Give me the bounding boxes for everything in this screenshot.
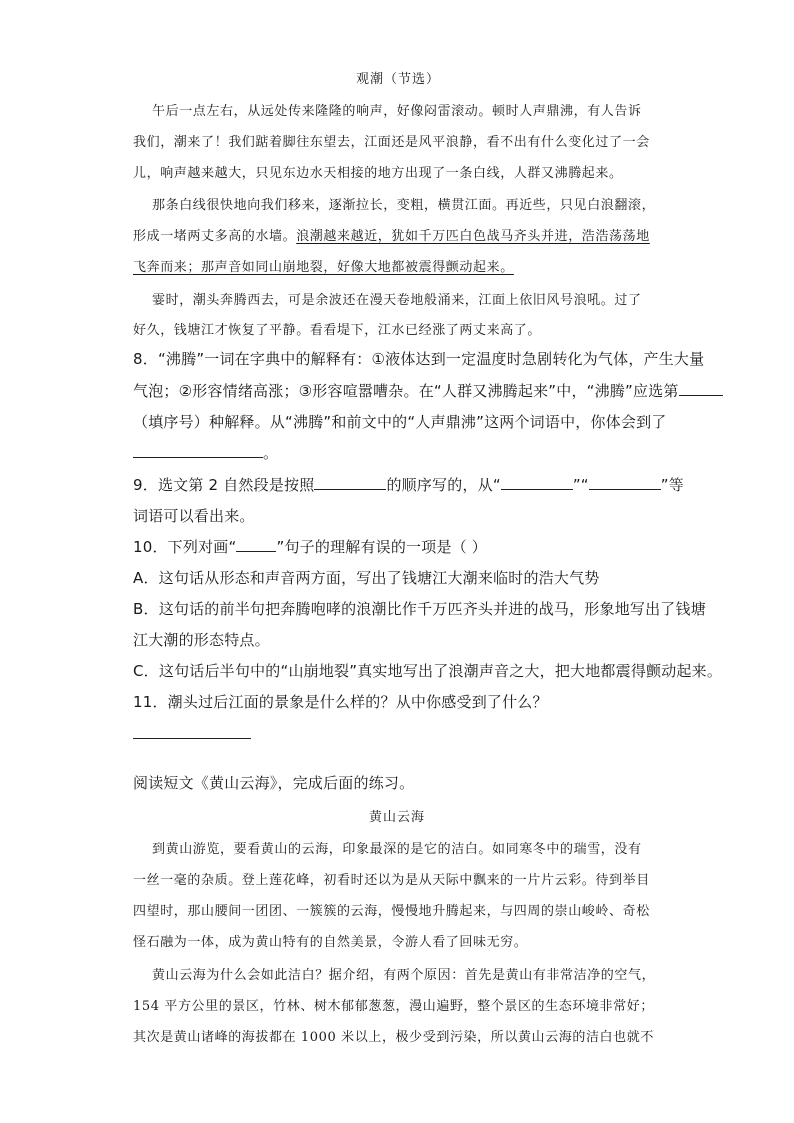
question-9-line: [133, 474, 684, 495]
answer-blank[interactable]: [314, 475, 386, 490]
passage-line: [133, 225, 650, 244]
answer-blank[interactable]: [501, 475, 573, 490]
reading-instruction: 阅读短文《黄山云海》，完成后面的练习。: [133, 774, 415, 792]
underline-marker: [236, 537, 276, 552]
answer-blank[interactable]: [133, 443, 263, 458]
question-8-line: （填序号）种解释。从“沸腾”和前文中的“人声鼎沸”这两个词语中，你体会到了: [133, 413, 667, 431]
passage-line: 怪石融为一体，成为黄山特有的自然美景，令游人看了回味无穷。: [133, 935, 528, 950]
option-b[interactable]: B．这句话的前半句把奔腾咆哮的浪潮比作千万匹齐头并进的战马，形象地写出了钱塘: [133, 600, 706, 618]
passage-line: 到黄山游览，要看黄山的云海，印象最深的是它的洁白。如同寒冬中的瑞雪，没有: [152, 842, 642, 857]
answer-blank[interactable]: [679, 381, 723, 396]
passage-line: 我们，潮来了！我们踮着脚往东望去，江面还是风平浪静，看不出有什么变化过了一会: [133, 135, 650, 150]
question-11: 11．潮头过后江面的景象是什么样的？从中你感受到了什么？: [133, 693, 548, 711]
option-b-continued: 江大潮的形态特点。: [133, 631, 270, 649]
passage-line: 那条白线很快地向我们移来，逐渐拉长，变粗，横贯江面。再近些，只见白浪翻滚，: [152, 198, 656, 213]
question-text: 9．选文第 2 自然段是按照: [133, 476, 315, 494]
underlined-sentence: 浪潮越来越近，犹如千万匹白色战马齐头并进，浩浩荡荡地: [296, 229, 650, 244]
question-text: ”等: [660, 476, 684, 494]
question-text: 。: [263, 444, 279, 462]
answer-line[interactable]: [133, 738, 251, 739]
passage-line: 一丝一毫的杂质。登上莲花峰，初看时还以为是从天际中飘来的一片片云彩。待到举目: [133, 873, 650, 888]
question-10-stem: [133, 536, 487, 557]
question-text: ”“: [572, 476, 589, 494]
passage-line: 四望时，那山腰间一团团、一簇簇的云海，慢慢地升腾起来，与四周的崇山峻岭、奇松: [133, 904, 650, 919]
question-text: 10．下列对画“: [133, 538, 237, 556]
question-text: 的顺序写的，从“: [386, 476, 501, 494]
passage-text: 形成一堵两丈多高的水墙。: [133, 229, 297, 244]
question-8-line: 8．“沸腾”一词在字典中的解释有：①液体达到一定温度时急剧转化为气体，产生大量: [133, 350, 705, 368]
answer-blank[interactable]: [589, 475, 661, 490]
passage-line: 霎时，潮头奔腾西去，可是余波还在漫天卷地般涌来，江面上依旧风号浪吼。过了: [152, 293, 642, 308]
passage-line: 好久，钱塘江才恢复了平静。看看堤下，江水已经涨了两丈来高了。: [133, 323, 542, 338]
question-text: 气泡；②形容情绪高涨；③形容喧嚣嘈杂。在“人群又沸腾起来”中，“沸腾”应选第: [133, 382, 679, 400]
question-8-line: [133, 380, 723, 401]
passage-line: 午后一点左右，从远处传来隆隆的响声，好像闷雷滚动。顿时人声鼎沸，有人告诉: [152, 104, 642, 119]
passage-line: 黄山云海为什么会如此洁白？据介绍，有两个原因：首先是黄山有非常洁净的空气，: [152, 968, 656, 983]
passage-title: 观潮（节选）: [356, 72, 441, 87]
passage-line: 儿，响声越来越大，只见东边水天相接的地方出现了一条白线，人群又沸腾起来。: [133, 166, 623, 181]
option-a[interactable]: A．这句话从形态和声音两方面，写出了钱塘江大潮来临时的浩大气势: [133, 569, 600, 587]
passage-title: 黄山云海: [369, 810, 426, 825]
passage-line: 其次是黄山诸峰的海拔都在 1000 米以上，极少受到污染，所以黄山云海的洁白也就不: [133, 1030, 654, 1045]
question-8-line: [133, 442, 278, 463]
question-9-line: 词语可以看出来。: [133, 507, 255, 525]
underlined-sentence: 飞奔而来；那声音如同山崩地裂，好像大地都被震得颤动起来。: [133, 260, 514, 275]
passage-line: 154 平方公里的景区，竹林、树木郁郁葱葱，漫山遍野，整个景区的生态环境非常好；: [133, 999, 654, 1014]
option-c[interactable]: C．这句话后半句中的“山崩地裂”真实地写出了浪潮声音之大，把大地都震得颤动起来。: [133, 662, 723, 680]
question-text: ”句子的理解有误的一项是（ ）: [276, 538, 488, 556]
